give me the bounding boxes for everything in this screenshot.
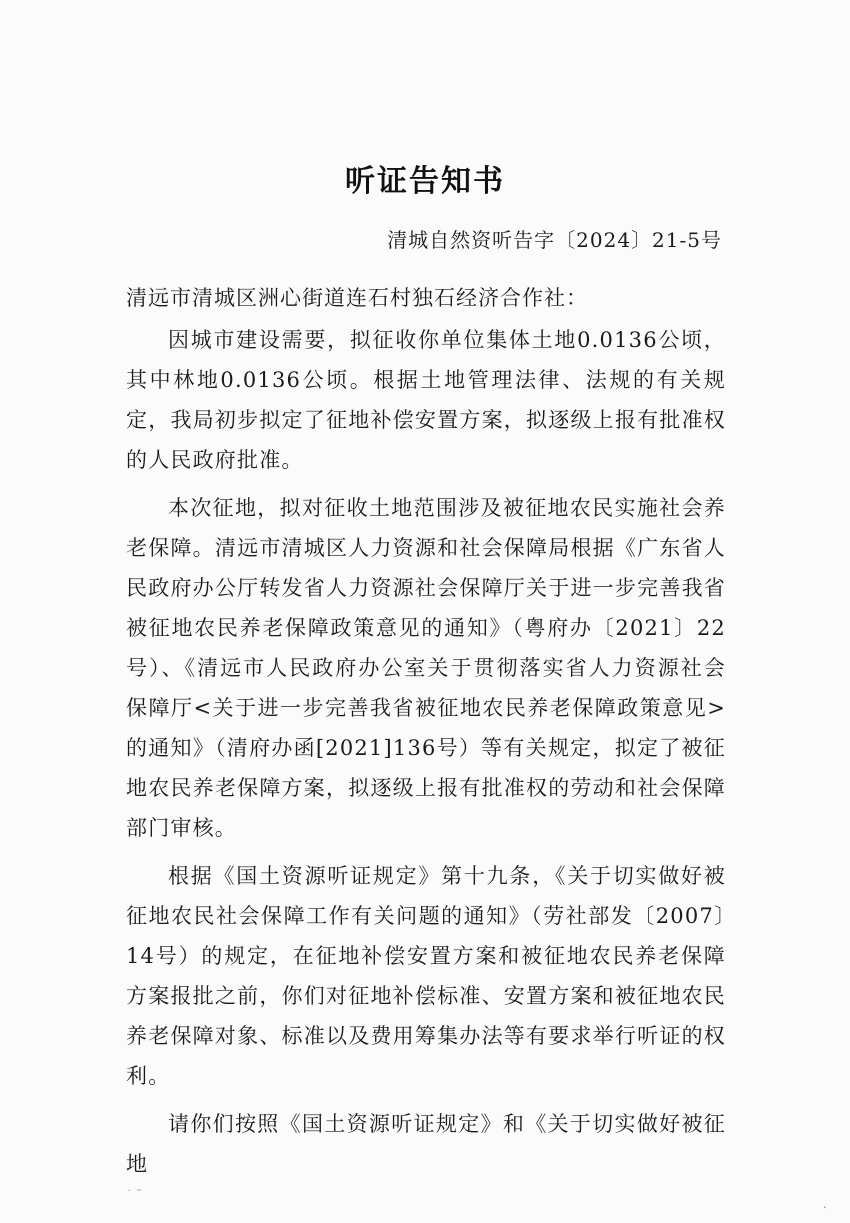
- paragraph-request-instructions: 请你们按照《国土资源听证规定》和《关于切实做好被征地: [126, 1112, 726, 1176]
- recipient-line: 清远市清城区洲心街道连石村独石经济合作社：: [126, 286, 588, 310]
- scan-artifact-mark: ˙ ˜: [126, 1188, 142, 1202]
- document-title: 听证告知书: [345, 164, 505, 199]
- document-body: [126, 320, 726, 1192]
- document-number: 清城自然资听告字〔2024〕21-5号: [387, 228, 722, 252]
- scan-artifact-dot: ˛: [822, 1195, 828, 1209]
- paragraph-land-acquisition: 因城市建设需要，拟征收你单位集体土地0.0136公顷，其中林地0.0136公顷。根据土地管理法律、法规的有关规定，我局初步拟定了征地补偿安置方案，拟逐级上报有批准权的人民政府批准。: [126, 328, 726, 472]
- paragraph-hearing-rights: 根据《国土资源听证规定》第十九条，《关于切实做好被征地农民社会保障工作有关问题的通知》（劳社部发〔2007〕14号）的规定，在征地补偿安置方案和被征地农民养老保障方案报批之前，你们对征地补偿标准、安置方案和被征地农民养老保障对象、标准以及费用筹集办法等有要求举行听证的权利。: [126, 864, 726, 1088]
- paragraph-pension-security: 本次征地，拟对征收土地范围涉及被征地农民实施社会养老保障。清远市清城区人力资源和社会保障局根据《广东省人民政府办公厅转发省人力资源社会保障厅关于进一步完善我省被征地农民养老保障政策意见的通知》（粤府办〔2021〕22号）、《清远市人民政府办公室关于贯彻落实省人力资源社会保障厅<关于进一步完善我省被征地农民养老保障政策意见>的通知》（清府办函[2021]136号）等有关规定，拟定了被征地农民养老保障方案，拟逐级上报有批准权的劳动和社会保障部门审核。: [126, 496, 726, 840]
